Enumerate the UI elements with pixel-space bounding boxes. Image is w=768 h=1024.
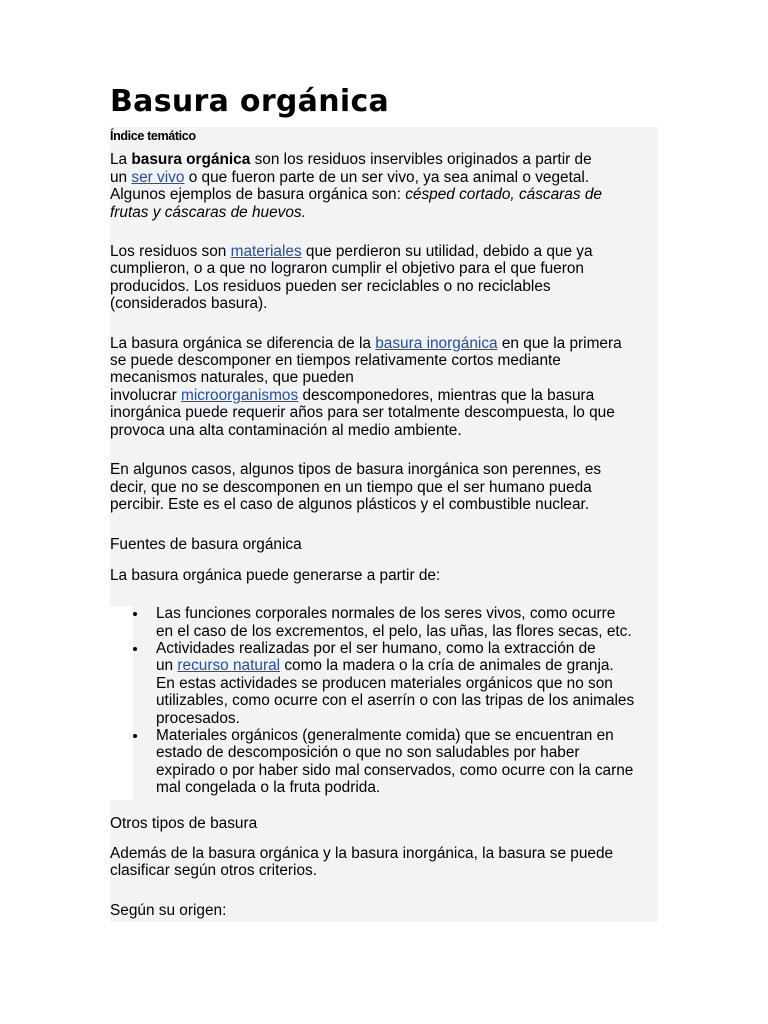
text-line: estado de descomposición o que no son saludables por haber (156, 744, 580, 762)
text-line: decir, que no se descomponen en un tiempo que el ser humano pueda (110, 478, 592, 496)
text-line: clasificar según otros criterios. (110, 862, 317, 880)
text: Algunos ejemplos de basura orgánica son: (110, 186, 406, 204)
link-recurso-natural[interactable]: recurso natural (177, 657, 281, 675)
text-line: mal congelada o la fruta podrida. (156, 779, 381, 797)
paragraph-residuos (110, 243, 670, 313)
text-line: expirado o por haber sido mal conservados, como ocurre con la carne (156, 761, 634, 779)
text-line: En algunos casos, algunos tipos de basura inorgánica son perennes, es (110, 461, 602, 479)
text-line: En estas actividades se producen materiales orgánicos que no son (156, 674, 613, 692)
text-line: Las funciones corporales normales de los seres vivos, como ocurre (156, 605, 616, 623)
text: descomponedores, mientras que la basura (298, 386, 595, 404)
text: son los residuos inservibles originados a partir de (250, 151, 592, 169)
text-line: Además de la basura orgánica y la basura inorgánica, la basura se puede (110, 845, 614, 862)
text-line: provoca una alta contaminación al medio ambiente. (110, 421, 462, 439)
section-heading-otros: Otros tipos de basura (110, 814, 258, 832)
list-item (156, 605, 670, 640)
bold-term: basura orgánica (131, 151, 251, 169)
segun-origen-label: Según su origen: (110, 901, 227, 919)
page-title: Basura orgánica (110, 84, 390, 119)
text: que perdieron su utilidad, debido a que ya (301, 243, 593, 261)
text-line: inorgánica puede requerir años para ser totalmente descompuesta, lo que (110, 404, 615, 422)
article-body (110, 128, 670, 919)
toc-label: Índice temático (110, 129, 196, 143)
text-line: Actividades realizadas por el ser humano, como la extracción de (156, 639, 596, 657)
text-line: en el caso de los excrementos, el pelo, las uñas, las flores secas, etc. (156, 622, 632, 640)
text-line: mecanismos naturales, que pueden (110, 369, 354, 387)
link-basura-inorganica[interactable]: basura inorgánica (375, 334, 498, 352)
text-line: percibir. Este es el caso de algunos plásticos y el combustible nuclear. (110, 495, 590, 513)
text: en que la primera (497, 334, 622, 352)
paragraph-perennes (110, 461, 670, 513)
text: Los residuos son (110, 243, 231, 261)
text: o que fueron parte de un ser vivo, ya sea animal o vegetal. (184, 168, 590, 186)
paragraph-intro (110, 151, 670, 221)
text: un (110, 168, 132, 186)
section-heading-fuentes: Fuentes de basura orgánica (110, 536, 302, 554)
text-line: Materiales orgánicos (generalmente comida) que se encuentran en (156, 726, 614, 744)
text: involucrar (110, 386, 181, 404)
sources-list (110, 605, 670, 796)
text: como la madera o la cría de animales de granja. (280, 657, 614, 675)
list-item (156, 640, 670, 727)
link-microorganismos[interactable]: microorganismos (181, 386, 299, 404)
text-line: producidos. Los residuos pueden ser reciclables o no reciclables (110, 277, 551, 295)
text-line: utilizables, como ocurre con el aserrín o con las tripas de los animales (156, 692, 635, 710)
examples-italic: césped cortado, cáscaras de (405, 186, 602, 204)
text-line: se puede descomponer en tiempos relativamente cortos mediante (110, 352, 561, 370)
link-ser-vivo[interactable]: ser vivo (131, 168, 185, 186)
text: La (110, 151, 132, 169)
examples-italic: frutas y cáscaras de huevos. (110, 203, 306, 221)
paragraph-otros (110, 845, 670, 880)
text-line: procesados. (156, 709, 240, 727)
link-materiales[interactable]: materiales (230, 243, 302, 261)
list-item (156, 727, 670, 797)
text-line: cumplieron, o a que no lograron cumplir el objetivo para el que fueron (110, 260, 584, 278)
text: un (156, 657, 178, 675)
text: La basura orgánica se diferencia de la (110, 334, 376, 352)
text-line: (considerados basura). (110, 295, 268, 313)
paragraph-diferencia (110, 335, 670, 439)
fuentes-intro: La basura orgánica puede generarse a partir de: (110, 566, 441, 584)
